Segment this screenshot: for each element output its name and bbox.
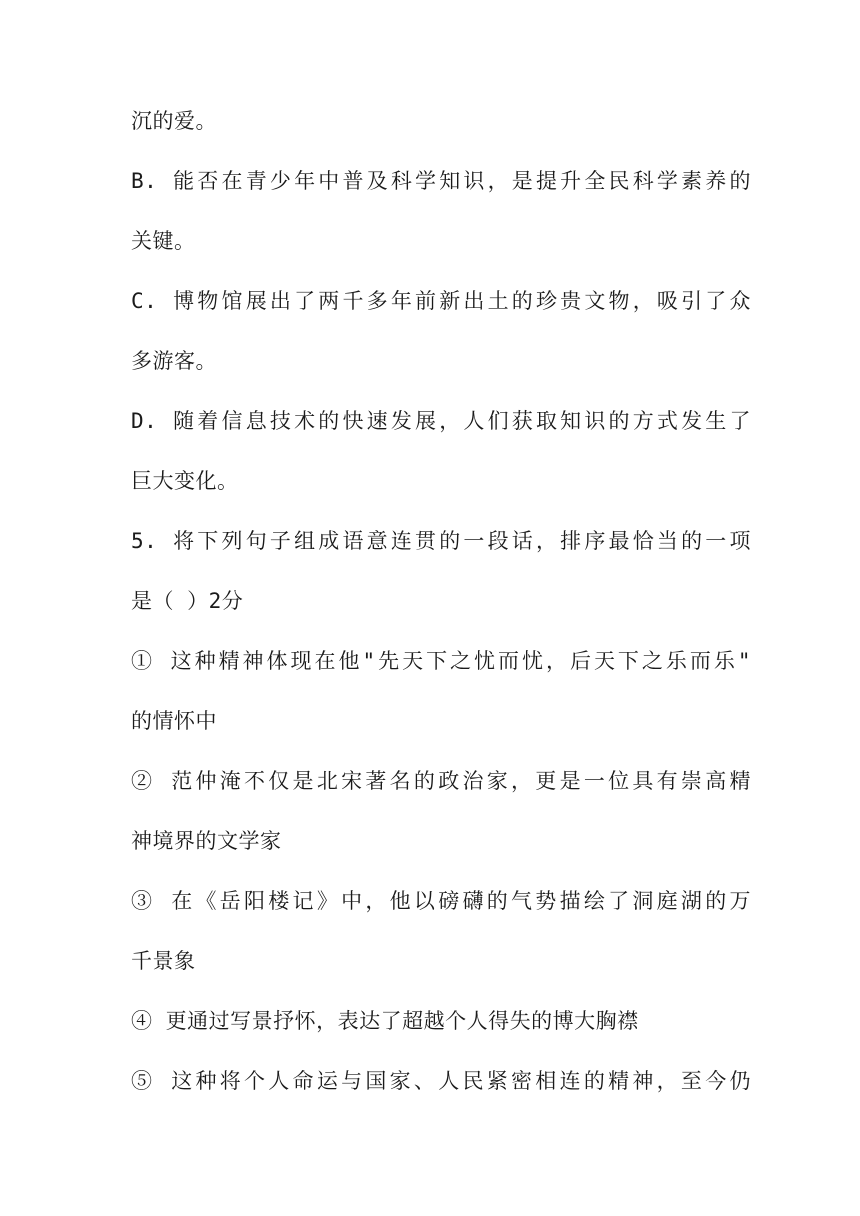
option-b-line: B. 能否在青少年中普及科学知识，是提升全民科学素养的 <box>131 169 751 193</box>
question-5-line: 5. 将下列句子组成语意连贯的一段话，排序最恰当的一项 <box>131 529 751 553</box>
text-line: 神境界的文学家 <box>131 829 282 853</box>
text-line: 千景象 <box>131 949 196 973</box>
text-line: 是（ ）2分 <box>131 589 244 613</box>
sentence-5-line: ⑤ 这种将个人命运与国家、人民紧密相连的精神，至今仍 <box>131 1069 751 1093</box>
text-line: 巨大变化。 <box>131 469 239 493</box>
text-line: 多游客。 <box>131 349 217 373</box>
text-line: 的情怀中 <box>131 709 217 733</box>
sentence-3-line: ③ 在《岳阳楼记》中，他以磅礴的气势描绘了洞庭湖的万 <box>131 889 751 913</box>
text-line: 关键。 <box>131 229 196 253</box>
option-c-line: C. 博物馆展出了两千多年前新出土的珍贵文物，吸引了众 <box>131 289 751 313</box>
text-line: 沉的爱。 <box>131 109 217 133</box>
option-d-line: D. 随着信息技术的快速发展，人们获取知识的方式发生了 <box>131 409 751 433</box>
sentence-2-line: ② 范仲淹不仅是北宋著名的政治家，更是一位具有崇高精 <box>131 769 751 793</box>
sentence-1-line: ① 这种精神体现在他"先天下之忧而忧，后天下之乐而乐" <box>131 649 751 673</box>
sentence-4-line: ④ 更通过写景抒怀，表达了超越个人得失的博大胸襟 <box>131 1009 639 1033</box>
